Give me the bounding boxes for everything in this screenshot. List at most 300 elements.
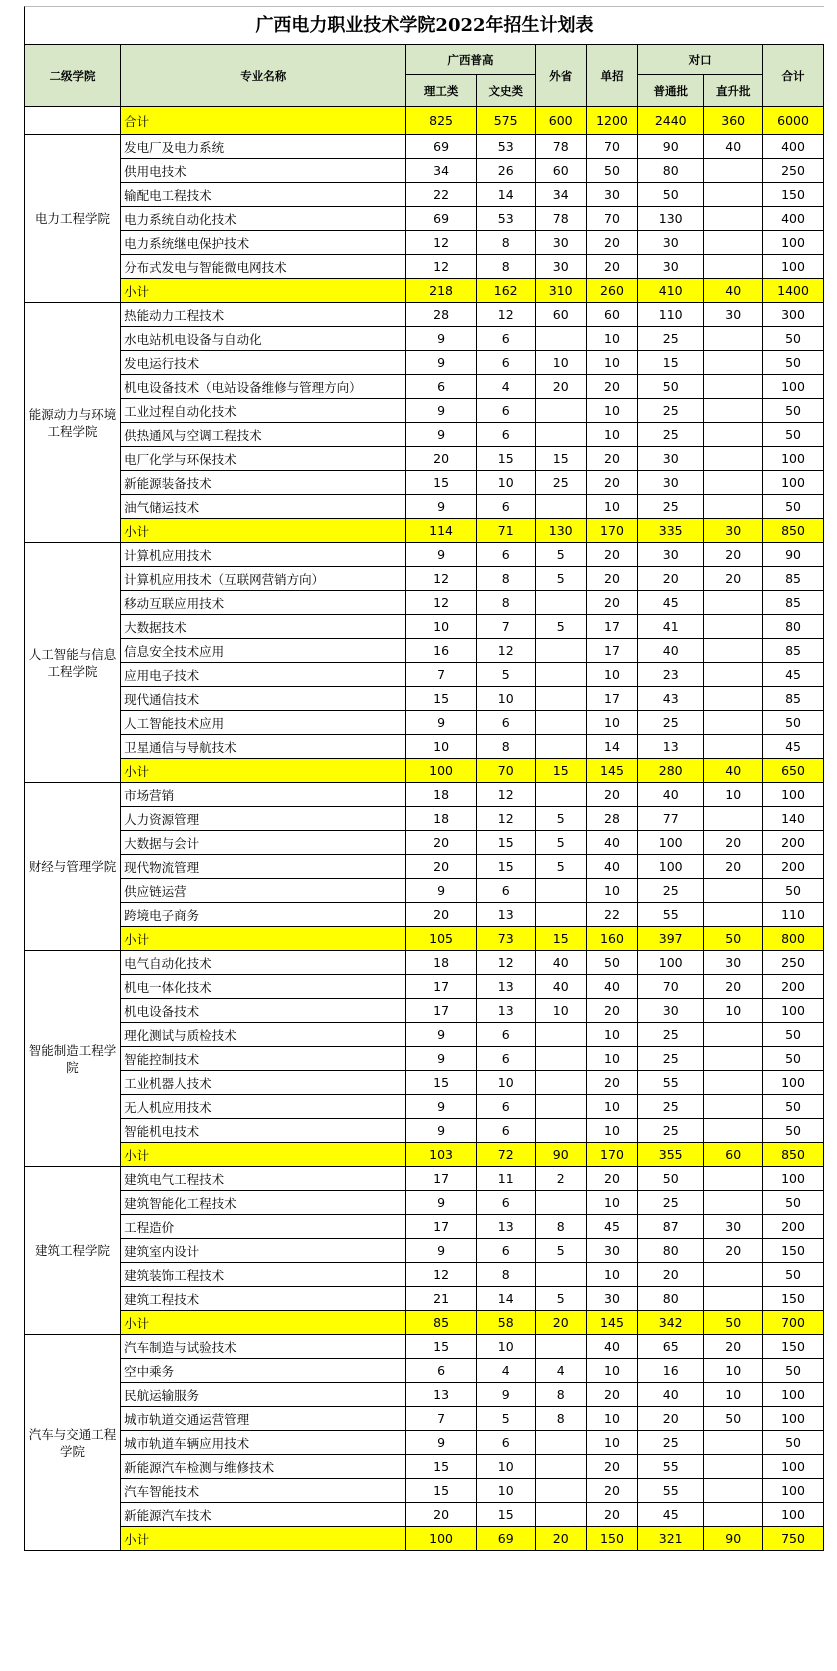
plan-value <box>535 1335 586 1359</box>
plan-value: 15 <box>406 1479 477 1503</box>
plan-value: 55 <box>638 1071 704 1095</box>
table-row <box>25 1503 824 1527</box>
plan-value: 53 <box>476 207 535 231</box>
plan-value: 100 <box>763 1167 824 1191</box>
major-name: 新能源汽车技术 <box>121 1503 406 1527</box>
subtotal-value: 410 <box>638 279 704 303</box>
plan-value: 10 <box>586 711 637 735</box>
table-row <box>25 399 824 423</box>
plan-value: 40 <box>638 783 704 807</box>
table-row <box>25 975 824 999</box>
table-row <box>25 159 824 183</box>
plan-value: 6 <box>476 327 535 351</box>
subtotal-value: 342 <box>638 1311 704 1335</box>
page-title: 广西电力职业技术学院2022年招生计划表 <box>24 6 824 44</box>
plan-value: 150 <box>763 183 824 207</box>
plan-value: 30 <box>586 1287 637 1311</box>
plan-value: 10 <box>704 1383 763 1407</box>
plan-value: 6 <box>476 399 535 423</box>
subtotal-value: 750 <box>763 1527 824 1551</box>
plan-value: 4 <box>476 1359 535 1383</box>
plan-value: 10 <box>406 735 477 759</box>
plan-value: 9 <box>406 711 477 735</box>
plan-value: 16 <box>406 639 477 663</box>
plan-value: 50 <box>763 1431 824 1455</box>
subtotal-row <box>25 1311 824 1335</box>
plan-value <box>704 231 763 255</box>
plan-value: 5 <box>535 1239 586 1263</box>
major-name: 电力系统继电保护技术 <box>121 231 406 255</box>
table-row <box>25 951 824 975</box>
plan-value: 20 <box>586 231 637 255</box>
subtotal-value: 70 <box>476 759 535 783</box>
plan-value <box>535 1095 586 1119</box>
plan-value: 80 <box>763 615 824 639</box>
plan-value: 45 <box>763 663 824 687</box>
plan-value <box>704 615 763 639</box>
plan-value: 25 <box>638 1023 704 1047</box>
major-name: 新能源汽车检测与维修技术 <box>121 1455 406 1479</box>
plan-value: 4 <box>476 375 535 399</box>
plan-value: 7 <box>476 615 535 639</box>
subtotal-value: 20 <box>535 1311 586 1335</box>
plan-value: 15 <box>638 351 704 375</box>
plan-value: 17 <box>586 615 637 639</box>
plan-value <box>704 1431 763 1455</box>
plan-value: 10 <box>704 999 763 1023</box>
plan-value: 100 <box>763 471 824 495</box>
subtotal-value: 160 <box>586 927 637 951</box>
plan-value <box>704 1167 763 1191</box>
plan-value: 10 <box>586 423 637 447</box>
subtotal-label: 小计 <box>121 1527 406 1551</box>
plan-value: 50 <box>763 1263 824 1287</box>
header-arts: 文史类 <box>476 75 535 107</box>
plan-value: 100 <box>638 855 704 879</box>
plan-value: 20 <box>406 447 477 471</box>
plan-value: 100 <box>638 951 704 975</box>
table-row <box>25 375 824 399</box>
college-name: 电力工程学院 <box>25 135 121 303</box>
major-name: 建筑装饰工程技术 <box>121 1263 406 1287</box>
plan-value: 50 <box>638 375 704 399</box>
plan-value: 60 <box>535 159 586 183</box>
plan-value <box>535 327 586 351</box>
plan-value: 16 <box>638 1359 704 1383</box>
subtotal-value: 73 <box>476 927 535 951</box>
plan-value: 13 <box>476 1215 535 1239</box>
subtotal-value: 850 <box>763 1143 824 1167</box>
plan-value: 78 <box>535 135 586 159</box>
plan-value: 30 <box>704 951 763 975</box>
subtotal-row <box>25 279 824 303</box>
plan-value: 6 <box>406 375 477 399</box>
plan-value: 15 <box>406 687 477 711</box>
major-name: 电厂化学与环保技术 <box>121 447 406 471</box>
plan-value <box>704 1191 763 1215</box>
plan-value: 20 <box>704 543 763 567</box>
plan-value: 15 <box>406 1335 477 1359</box>
subtotal-value: 100 <box>406 1527 477 1551</box>
plan-value: 30 <box>638 543 704 567</box>
plan-value: 30 <box>638 231 704 255</box>
plan-value: 20 <box>406 903 477 927</box>
plan-value <box>535 1191 586 1215</box>
major-name: 现代物流管理 <box>121 855 406 879</box>
plan-value: 9 <box>406 327 477 351</box>
plan-value: 15 <box>476 831 535 855</box>
plan-value <box>704 1503 763 1527</box>
plan-value: 9 <box>406 1239 477 1263</box>
plan-value: 85 <box>763 591 824 615</box>
plan-value <box>704 1095 763 1119</box>
plan-value: 55 <box>638 1455 704 1479</box>
subtotal-value: 100 <box>406 759 477 783</box>
plan-value: 6 <box>476 1023 535 1047</box>
major-name: 民航运输服务 <box>121 1383 406 1407</box>
subtotal-value: 310 <box>535 279 586 303</box>
plan-value: 10 <box>586 1191 637 1215</box>
plan-value: 10 <box>586 1431 637 1455</box>
table-row <box>25 183 824 207</box>
plan-value: 10 <box>586 1407 637 1431</box>
subtotal-value: 162 <box>476 279 535 303</box>
plan-value: 10 <box>586 1095 637 1119</box>
plan-value: 10 <box>586 879 637 903</box>
table-row <box>25 1287 824 1311</box>
plan-value: 6 <box>476 543 535 567</box>
plan-value: 100 <box>763 999 824 1023</box>
plan-value: 150 <box>763 1335 824 1359</box>
table-row <box>25 207 824 231</box>
table-row <box>25 831 824 855</box>
plan-value: 9 <box>406 1023 477 1047</box>
plan-value <box>535 1047 586 1071</box>
plan-value: 40 <box>638 1383 704 1407</box>
plan-value: 250 <box>763 159 824 183</box>
table-row <box>25 135 824 159</box>
plan-value: 13 <box>406 1383 477 1407</box>
plan-value: 80 <box>638 1239 704 1263</box>
plan-value: 12 <box>406 255 477 279</box>
plan-value: 10 <box>476 1335 535 1359</box>
plan-value: 85 <box>763 687 824 711</box>
plan-value: 6 <box>476 1119 535 1143</box>
major-name: 新能源装备技术 <box>121 471 406 495</box>
plan-value: 70 <box>586 135 637 159</box>
subtotal-value: 355 <box>638 1143 704 1167</box>
plan-value: 6 <box>476 879 535 903</box>
plan-value <box>704 327 763 351</box>
plan-value: 30 <box>704 303 763 327</box>
grand-total-value: 2440 <box>638 107 704 135</box>
plan-value: 15 <box>406 1071 477 1095</box>
major-name: 智能机电技术 <box>121 1119 406 1143</box>
major-name: 热能动力工程技术 <box>121 303 406 327</box>
plan-value: 5 <box>535 1287 586 1311</box>
plan-value: 100 <box>763 1407 824 1431</box>
plan-value: 200 <box>763 1215 824 1239</box>
header-major: 专业名称 <box>121 45 406 107</box>
subtotal-value: 130 <box>535 519 586 543</box>
plan-value: 10 <box>406 615 477 639</box>
plan-value: 20 <box>586 1479 637 1503</box>
grand-total-value: 6000 <box>763 107 824 135</box>
plan-value <box>704 399 763 423</box>
plan-value: 13 <box>638 735 704 759</box>
plan-value: 8 <box>476 255 535 279</box>
plan-value: 30 <box>704 1215 763 1239</box>
table-row <box>25 543 824 567</box>
plan-value: 12 <box>406 1263 477 1287</box>
major-name: 空中乘务 <box>121 1359 406 1383</box>
plan-value: 10 <box>586 1119 637 1143</box>
plan-value: 45 <box>638 1503 704 1527</box>
header-college: 二级学院 <box>25 45 121 107</box>
plan-value: 50 <box>586 951 637 975</box>
plan-value <box>535 1431 586 1455</box>
plan-value: 50 <box>763 351 824 375</box>
plan-value: 100 <box>763 375 824 399</box>
subtotal-label: 小计 <box>121 1143 406 1167</box>
table-row <box>25 1263 824 1287</box>
plan-value: 100 <box>763 1479 824 1503</box>
table-row <box>25 615 824 639</box>
plan-value: 20 <box>535 375 586 399</box>
plan-value: 18 <box>406 807 477 831</box>
plan-value <box>704 207 763 231</box>
plan-value: 50 <box>763 1359 824 1383</box>
plan-value: 6 <box>476 1047 535 1071</box>
plan-value: 25 <box>638 1431 704 1455</box>
plan-value: 12 <box>476 639 535 663</box>
plan-value: 69 <box>406 135 477 159</box>
table-row <box>25 1215 824 1239</box>
table-row <box>25 423 824 447</box>
plan-value <box>535 423 586 447</box>
plan-value: 9 <box>406 1431 477 1455</box>
major-name: 城市轨道交通运营管理 <box>121 1407 406 1431</box>
subtotal-label: 小计 <box>121 927 406 951</box>
plan-value: 20 <box>586 375 637 399</box>
subtotal-value: 150 <box>586 1527 637 1551</box>
plan-value <box>704 255 763 279</box>
plan-value: 20 <box>586 447 637 471</box>
plan-value: 23 <box>638 663 704 687</box>
plan-value: 10 <box>586 399 637 423</box>
plan-value: 140 <box>763 807 824 831</box>
plan-value: 8 <box>476 735 535 759</box>
plan-value: 20 <box>406 1503 477 1527</box>
plan-value: 18 <box>406 951 477 975</box>
plan-value: 20 <box>704 831 763 855</box>
plan-value: 90 <box>638 135 704 159</box>
grand-total-value: 600 <box>535 107 586 135</box>
plan-value <box>535 495 586 519</box>
plan-value: 20 <box>586 1455 637 1479</box>
subtotal-value: 145 <box>586 759 637 783</box>
plan-value: 10 <box>476 687 535 711</box>
plan-value <box>535 399 586 423</box>
major-name: 供用电技术 <box>121 159 406 183</box>
plan-value: 87 <box>638 1215 704 1239</box>
subtotal-row <box>25 1143 824 1167</box>
major-name: 机电设备技术（电站设备维修与管理方向） <box>121 375 406 399</box>
plan-value: 100 <box>763 1071 824 1095</box>
plan-value: 13 <box>476 999 535 1023</box>
plan-value <box>535 1023 586 1047</box>
plan-value: 20 <box>586 567 637 591</box>
major-name: 大数据与会计 <box>121 831 406 855</box>
subtotal-value: 218 <box>406 279 477 303</box>
plan-value <box>704 1455 763 1479</box>
major-name: 供应链运营 <box>121 879 406 903</box>
plan-value: 40 <box>586 975 637 999</box>
major-name: 建筑室内设计 <box>121 1239 406 1263</box>
plan-value: 17 <box>406 975 477 999</box>
subtotal-value: 114 <box>406 519 477 543</box>
subtotal-value: 69 <box>476 1527 535 1551</box>
plan-value: 30 <box>535 255 586 279</box>
plan-value: 10 <box>476 1479 535 1503</box>
plan-value <box>535 1263 586 1287</box>
plan-value <box>704 807 763 831</box>
plan-value: 8 <box>476 231 535 255</box>
plan-value: 12 <box>476 951 535 975</box>
plan-value: 8 <box>476 1263 535 1287</box>
subtotal-value: 58 <box>476 1311 535 1335</box>
plan-value: 50 <box>763 1119 824 1143</box>
table-row <box>25 591 824 615</box>
plan-value: 14 <box>476 1287 535 1311</box>
plan-value: 15 <box>476 855 535 879</box>
subtotal-label: 小计 <box>121 759 406 783</box>
plan-value: 20 <box>586 1071 637 1095</box>
plan-value: 10 <box>586 351 637 375</box>
major-name: 人力资源管理 <box>121 807 406 831</box>
plan-value: 45 <box>586 1215 637 1239</box>
major-name: 机电设备技术 <box>121 999 406 1023</box>
major-name: 应用电子技术 <box>121 663 406 687</box>
header-gx-group: 广西普高 <box>406 45 535 75</box>
subtotal-value: 397 <box>638 927 704 951</box>
plan-value: 20 <box>638 1263 704 1287</box>
major-name: 输配电工程技术 <box>121 183 406 207</box>
plan-value: 50 <box>763 327 824 351</box>
plan-value <box>535 663 586 687</box>
plan-value: 13 <box>476 903 535 927</box>
major-name: 供热通风与空调工程技术 <box>121 423 406 447</box>
plan-value: 20 <box>586 543 637 567</box>
plan-value: 34 <box>406 159 477 183</box>
plan-value: 6 <box>406 1359 477 1383</box>
plan-value <box>704 1479 763 1503</box>
plan-value <box>704 447 763 471</box>
major-name: 油气储运技术 <box>121 495 406 519</box>
plan-value: 25 <box>638 1119 704 1143</box>
plan-value: 78 <box>535 207 586 231</box>
plan-value: 400 <box>763 135 824 159</box>
plan-value: 150 <box>763 1239 824 1263</box>
plan-value: 9 <box>406 495 477 519</box>
subtotal-value: 800 <box>763 927 824 951</box>
table-row <box>25 1407 824 1431</box>
plan-value: 6 <box>476 495 535 519</box>
college-name: 人工智能与信息工程学院 <box>25 543 121 783</box>
plan-value: 30 <box>586 183 637 207</box>
plan-value <box>704 879 763 903</box>
plan-value: 10 <box>476 471 535 495</box>
plan-value: 15 <box>535 447 586 471</box>
plan-value: 8 <box>476 591 535 615</box>
table-row <box>25 1071 824 1095</box>
plan-value: 100 <box>763 1503 824 1527</box>
subtotal-value: 15 <box>535 927 586 951</box>
plan-value <box>704 375 763 399</box>
college-name: 建筑工程学院 <box>25 1167 121 1335</box>
plan-value: 12 <box>406 591 477 615</box>
plan-value: 6 <box>476 351 535 375</box>
major-name: 工程造价 <box>121 1215 406 1239</box>
plan-value <box>704 159 763 183</box>
plan-value <box>704 591 763 615</box>
plan-value <box>535 1455 586 1479</box>
plan-value: 40 <box>535 975 586 999</box>
plan-value: 10 <box>586 663 637 687</box>
plan-value: 40 <box>704 135 763 159</box>
table-row <box>25 1335 824 1359</box>
plan-value: 50 <box>763 711 824 735</box>
plan-value <box>704 687 763 711</box>
plan-value: 100 <box>763 1455 824 1479</box>
subtotal-value: 335 <box>638 519 704 543</box>
plan-value: 5 <box>476 1407 535 1431</box>
subtotal-value: 15 <box>535 759 586 783</box>
plan-value: 25 <box>638 879 704 903</box>
plan-value: 10 <box>586 1047 637 1071</box>
plan-value: 40 <box>535 951 586 975</box>
table-row <box>25 1383 824 1407</box>
plan-value: 22 <box>586 903 637 927</box>
plan-value: 15 <box>406 1455 477 1479</box>
plan-value: 53 <box>476 135 535 159</box>
plan-value: 85 <box>763 567 824 591</box>
plan-value: 20 <box>586 1503 637 1527</box>
plan-value: 2 <box>535 1167 586 1191</box>
plan-value: 4 <box>535 1359 586 1383</box>
college-name: 能源动力与环境工程学院 <box>25 303 121 543</box>
subtotal-row <box>25 927 824 951</box>
major-name: 汽车制造与试验技术 <box>121 1335 406 1359</box>
plan-value: 30 <box>586 1239 637 1263</box>
plan-value: 10 <box>586 327 637 351</box>
plan-value: 8 <box>535 1383 586 1407</box>
plan-value: 100 <box>638 831 704 855</box>
table-row <box>25 471 824 495</box>
subtotal-label: 小计 <box>121 1311 406 1335</box>
college-name: 财经与管理学院 <box>25 783 121 951</box>
plan-value: 50 <box>704 1407 763 1431</box>
plan-value: 50 <box>763 399 824 423</box>
major-name: 发电厂及电力系统 <box>121 135 406 159</box>
plan-value: 9 <box>406 423 477 447</box>
plan-value: 13 <box>476 975 535 999</box>
plan-value: 150 <box>763 1287 824 1311</box>
table-row <box>25 447 824 471</box>
subtotal-value: 650 <box>763 759 824 783</box>
table-row <box>25 711 824 735</box>
table-row <box>25 231 824 255</box>
